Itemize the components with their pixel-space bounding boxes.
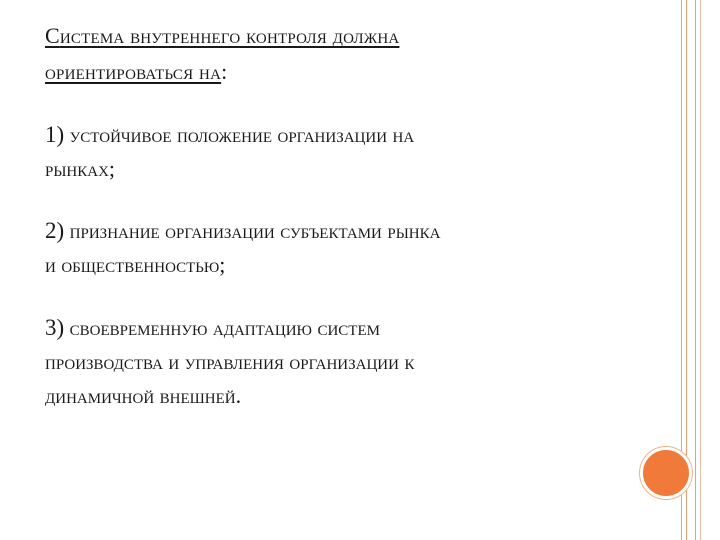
heading-line-2: ориентироваться на [45,59,222,84]
item-number: 1) [45,122,65,147]
list-item [45,118,645,186]
slide-content [45,18,655,408]
item-text-line-1: устойчивое положение организации на [69,122,415,147]
item-text-line-3: динамичной внешней. [45,383,242,408]
heading-line-1 [45,23,399,48]
border-line [695,0,696,540]
item-text-line-2: и общественностью; [45,252,226,277]
list-item [45,214,645,282]
item-number: 2) [45,218,65,243]
accent-circle-decoration [640,447,692,499]
item-number: 3) [45,315,65,340]
border-line [700,0,701,540]
heading-first-letter: С [45,23,60,48]
item-text-line-2: производства и управления организации к [45,349,415,374]
item-text-line-1: своевременную адаптацию систем [69,315,380,340]
item-text-line-2: рынках; [45,156,116,181]
heading-line-1-text: истема внутреннего контроля должна [59,23,400,48]
heading-colon: : [221,59,228,84]
item-text-line-1: признание организации субъектами рынка [69,218,441,243]
slide-heading [45,18,655,90]
list-item [45,311,645,413]
